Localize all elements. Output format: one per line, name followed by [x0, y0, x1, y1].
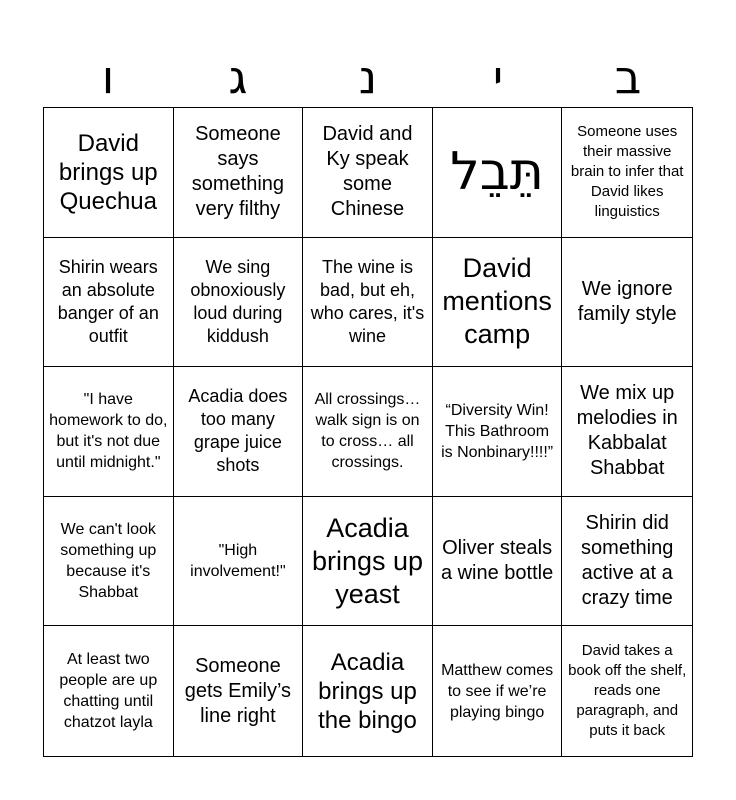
bingo-cell[interactable]	[433, 626, 563, 756]
bingo-board	[43, 107, 693, 757]
cell-text: Acadia does too many grape juice shots	[188, 386, 288, 476]
cell-text: We can't look something up because it's Shabbat	[60, 521, 157, 602]
bingo-cell[interactable]	[303, 238, 433, 368]
cell-text: David brings up Quechua	[58, 129, 158, 215]
bingo-cell[interactable]	[562, 626, 692, 756]
free-space-text: תֵּבֵל	[450, 142, 544, 203]
header-letter-gimel: ג	[228, 50, 248, 104]
bingo-cell[interactable]	[562, 238, 692, 368]
cell-text: Someone uses their massive brain to infer that David likes linguistics	[570, 123, 684, 221]
header-letter-vav: ו	[101, 50, 115, 104]
bingo-cell[interactable]	[562, 497, 692, 627]
bingo-cell[interactable]	[174, 497, 304, 627]
bingo-cell[interactable]	[174, 108, 304, 238]
cell-text: Someone says something very filthy	[191, 123, 285, 221]
cell-text: The wine is bad, but eh, who cares, it's wine	[310, 256, 425, 346]
cell-text: We mix up melodies in Kabbalat Shabbat	[576, 382, 678, 480]
cell-text: Shirin did something active at a crazy time	[581, 512, 674, 610]
bingo-cell[interactable]	[44, 497, 174, 627]
cell-text: Acadia brings up the bingo	[318, 648, 417, 734]
bingo-cell[interactable]	[44, 238, 174, 368]
cell-text: Oliver steals a wine bottle	[440, 537, 554, 585]
header-letter-bet: ב	[614, 50, 642, 104]
bingo-cell[interactable]	[174, 626, 304, 756]
header-letter-yud: י	[492, 50, 504, 104]
bingo-cell[interactable]	[433, 367, 563, 497]
free-space-cell[interactable]	[433, 108, 563, 238]
bingo-cell[interactable]	[433, 497, 563, 627]
cell-text: David takes a book off the shelf, reads one paragraph, and puts it back	[568, 642, 687, 740]
cell-text: At least two people are up chatting until chatzot layla	[59, 651, 158, 732]
bingo-cell[interactable]	[562, 367, 692, 497]
cell-text: Matthew comes to see if we’re playing bingo	[441, 661, 554, 721]
cell-text: David mentions camp	[442, 253, 552, 350]
bingo-cell[interactable]	[433, 238, 563, 368]
cell-text: Shirin wears an absolute banger of an outfit	[57, 256, 159, 346]
cell-text: "I have homework to do, but it's not due until midnight."	[49, 391, 168, 472]
bingo-cell[interactable]	[44, 367, 174, 497]
bingo-cell[interactable]	[562, 108, 692, 238]
bingo-cell[interactable]	[303, 367, 433, 497]
cell-text: “Diversity Win! This Bathroom is Nonbinary!!!!”	[441, 401, 554, 461]
bingo-cell[interactable]	[174, 367, 304, 497]
cell-text: All crossings… walk sign is on to cross… all crossings.	[314, 391, 421, 472]
cell-text: David and Ky speak some Chinese	[322, 123, 413, 221]
bingo-cell[interactable]	[44, 626, 174, 756]
bingo-cell[interactable]	[174, 238, 304, 368]
cell-text: "High involvement!"	[190, 542, 286, 581]
cell-text: We sing obnoxiously loud during kiddush	[190, 256, 286, 346]
bingo-cell[interactable]	[303, 626, 433, 756]
header-letter-nun: נ	[358, 50, 378, 104]
bingo-cell[interactable]	[303, 108, 433, 238]
bingo-cell[interactable]	[44, 108, 174, 238]
cell-text: Someone gets Emily’s line right	[184, 654, 292, 727]
bingo-cell[interactable]	[303, 497, 433, 627]
bingo-header	[43, 52, 693, 102]
cell-text: Acadia brings up yeast	[311, 512, 424, 609]
cell-text: We ignore family style	[577, 277, 677, 325]
